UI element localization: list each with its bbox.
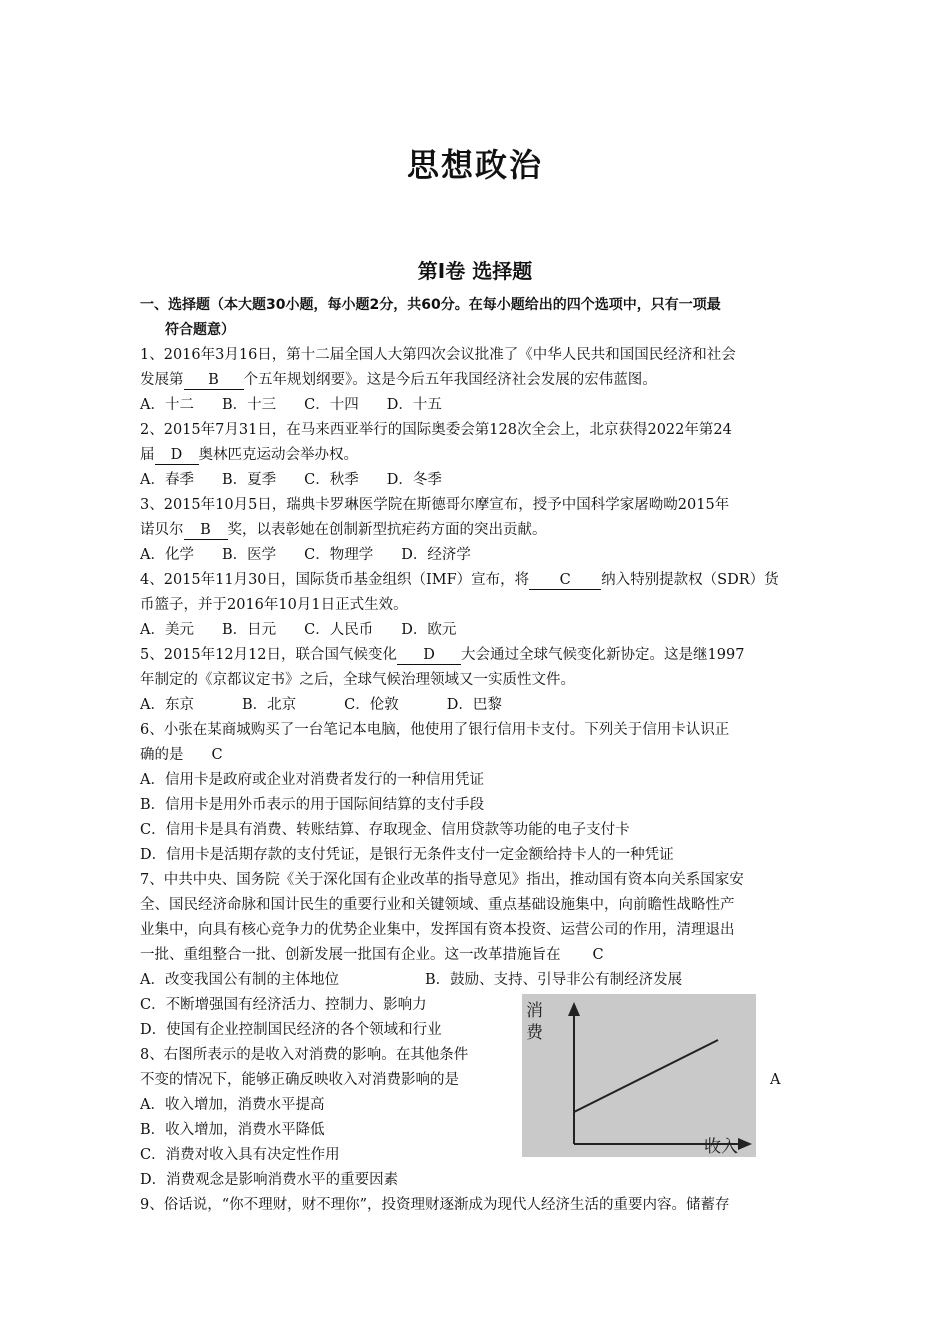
q7-option-d: D．使国有企业控制国民经济的各个领域和行业: [140, 1022, 442, 1038]
q5-option-a: A．东京: [140, 697, 194, 713]
q7-option-a: A．改变我国公有制的主体地位: [140, 972, 339, 988]
q3-option-d: D．经济学: [401, 547, 471, 563]
q1-options: [140, 395, 470, 415]
q8-option-b: B．收入增加，消费水平降低: [140, 1122, 325, 1138]
q3-option-c: C．物理学: [304, 547, 374, 563]
q5-options: [140, 695, 530, 715]
q7-answer: C: [592, 947, 604, 963]
q6-option-b: B．信用卡是用外币表示的用于国际间结算的支付手段: [140, 797, 485, 813]
q8-line1: 8、右图所表示的是收入对消费的影响。在其他条件: [140, 1047, 469, 1063]
q6-line1: 6、小张在某商城购买了一台笔记本电脑，他使用了银行信用卡支付。下列关于信用卡认识正: [140, 722, 730, 738]
q1-line1: 1、2016年3月16日，第十二届全国人大第四次会议批准了《中华人民共和国国民经济和社会: [140, 347, 736, 363]
q5-answer-blank: D: [397, 646, 461, 665]
q8-answer: A: [770, 1072, 781, 1088]
q4-option-d: D．欧元: [401, 622, 457, 638]
part-title: 第Ⅰ卷 选择题: [417, 259, 533, 283]
q6-line2: 确的是 C: [140, 747, 223, 763]
q4-options: [140, 620, 484, 640]
q1-option-b: B．十三: [221, 397, 277, 413]
q7-option-b: B．鼓励、支持、引导非公有制经济发展: [425, 972, 683, 988]
q2-line1: 2、2015年7月31日，在马来西亚举行的国际奥委会第128次全会上，北京获得2022年第24: [140, 422, 732, 438]
section-instruction-line1: 一、选择题（本大题30小题，每小题2分，共60分。在每小题给出的四个选项中，只有一项最: [140, 297, 721, 313]
q2-answer-blank: D: [155, 446, 199, 465]
q3-line1: 3、2015年10月5日，瑞典卡罗琳医学院在斯德哥尔摩宣布，授予中国科学家屠呦呦2015年: [140, 497, 730, 513]
q6-answer: C: [211, 747, 223, 763]
q1-option-d: D．十五: [386, 397, 442, 413]
q4-answer-blank: C: [529, 571, 601, 590]
q6-option-a: A．信用卡是政府或企业对消费者发行的一种信用凭证: [140, 772, 484, 788]
q6-option-c: C．信用卡是具有消费、转账结算、存取现金、信用贷款等功能的电子支付卡: [140, 822, 630, 838]
q7-option-c: C．不断增强国有经济活力、控制力、影响力: [140, 997, 427, 1013]
q2-options: [140, 470, 470, 490]
q3-line2: 诺贝尔 B 奖，以表彰她在创制新型抗疟药方面的突出贡献。: [140, 522, 547, 538]
q5-option-c: C．伦敦: [344, 697, 399, 713]
q4-line2: 币篮子，并于2016年10月1日正式生效。: [140, 597, 408, 613]
q4-option-c: C．人民币: [304, 622, 374, 638]
q1-option-a: A．十二: [140, 397, 194, 413]
q2-option-b: B．夏季: [221, 472, 277, 488]
income-consumption-figure: [522, 994, 756, 1157]
q5-line2: 年制定的《京都议定书》之后，全球气候治理领域又一实质性文件。: [140, 672, 575, 688]
q2-option-a: A．春季: [140, 472, 194, 488]
q1-line2: 发展第 B 个五年规划纲要》。这是今后五年我国经济社会发展的宏伟蓝图。: [140, 372, 657, 388]
q3-answer-blank: B: [184, 521, 228, 540]
q2-option-d: D．冬季: [386, 472, 442, 488]
section-instruction-line2: 符合题意）: [165, 322, 235, 338]
q4-option-a: A．美元: [140, 622, 194, 638]
figure-background: [522, 994, 756, 1157]
figure-ylabel-part1: 消: [526, 1001, 543, 1021]
q5-line1: 5、2015年12月12日，联合国气候变化 D 大会通过全球气候变化新协定。这是继1997: [140, 647, 745, 663]
q8-line2: 不变的情况下，能够正确反映收入对消费影响的是: [140, 1072, 459, 1088]
q4-option-b: B．日元: [221, 622, 277, 638]
q3-option-a: A．化学: [140, 547, 194, 563]
q2-option-c: C．秋季: [304, 472, 359, 488]
q1-option-c: C．十四: [304, 397, 359, 413]
q7-line3: 业集中，向具有核心竞争力的优势企业集中，发挥国有资本投资、运营公司的作用，清理退出: [140, 922, 735, 938]
q6-option-d: D．信用卡是活期存款的支付凭证，是银行无条件支付一定金额给持卡人的一种凭证: [140, 847, 674, 863]
q5-option-b: B．北京: [241, 697, 297, 713]
q7-line1: 7、中共中央、国务院《关于深化国有企业改革的指导意见》指出，推动国有资本向关系国家安: [140, 872, 744, 888]
q1-answer-blank: B: [184, 371, 244, 390]
q3-option-b: B．医学: [221, 547, 277, 563]
figure-xlabel: 收入: [704, 1137, 738, 1157]
q4-line1: 4、2015年11月30日，国际货币基金组织（IMF）宣布，将 C 纳入特别提款权（SDR）货: [140, 572, 779, 588]
q3-options: [140, 545, 499, 565]
q2-line2: 届 D 奥林匹克运动会举办权。: [140, 447, 358, 463]
q8-option-c: C．消费对收入具有决定性作用: [140, 1147, 340, 1163]
q5-option-d: D．巴黎: [446, 697, 502, 713]
q7-line2: 全、国民经济命脉和国计民生的重要行业和关键领域、重点基础设施集中，向前瞻性战略性产: [140, 897, 735, 913]
q7-line4: 一批、重组整合一批、创新发展一批国有企业。这一改革措施旨在 C: [140, 947, 604, 963]
page-title: 思想政治: [406, 146, 543, 184]
q7-options-ab: [140, 970, 682, 990]
q9-line1: 9、俗话说，“你不理财，财不理你”，投资理财逐渐成为现代人经济生活的重要内容。储蓄存: [140, 1197, 730, 1213]
q8-option-d: D．消费观念是影响消费水平的重要因素: [140, 1172, 399, 1188]
q8-option-a: A．收入增加，消费水平提高: [140, 1097, 325, 1113]
figure-ylabel-part2: 费: [526, 1023, 543, 1043]
